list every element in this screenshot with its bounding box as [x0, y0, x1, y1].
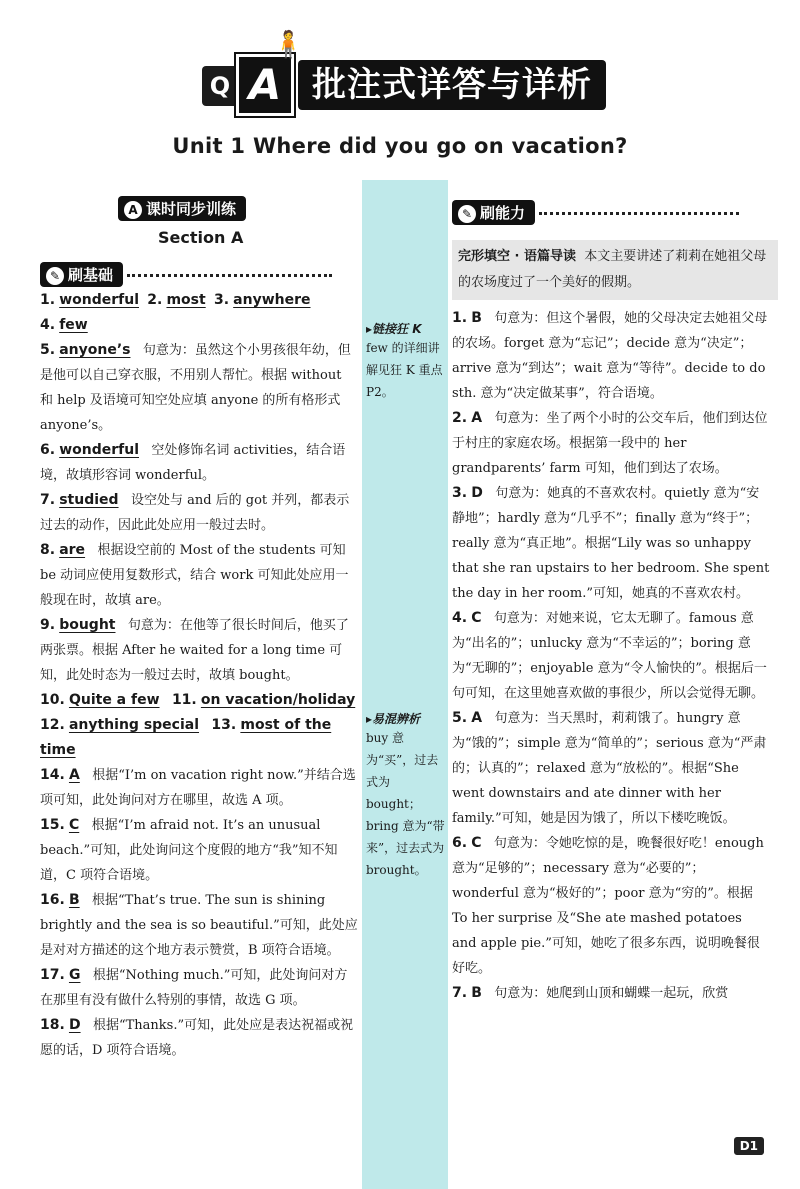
answer-item: 8. are 根据设空前的 Most of the students 可知 be 动词应使用复数形式，结合 work 可知此处应用一般现在时，故填 are。 [40, 542, 349, 608]
brush-icon: ✎ [458, 205, 476, 223]
left-subtag [40, 262, 332, 287]
left-subtag-label: 刷基础 [68, 266, 114, 284]
section-title: Section A [158, 228, 244, 247]
answer-item: 3. D 句意为：她真的不喜欢农村。quietly 意为“安静地”；hardly 意为“几乎不”；finally 意为“终于”；really 意为“真正地”。根据“Lily was so unhappy that she ran upstairs to her bedroom. She spent the day in her room.”可知，她真的不喜欢农村。 [452, 485, 770, 601]
unit-title: Unit 1 Where did you go on vacation? [172, 134, 628, 158]
a-icon: A [124, 201, 142, 219]
note-link-body: few 的详细讲解见狂 K 重点 P2。 [366, 341, 443, 399]
answer-item: 2. A 句意为：坐了两个小时的公交车后，他们到达位于村庄的家庭农场。根据第一段中的 her grandparents’ farm 可知，他们到达了农场。 [452, 410, 768, 476]
note-confusion [366, 710, 446, 881]
left-tag [118, 196, 246, 221]
page-header [180, 30, 620, 116]
answer-item: 4. few [40, 317, 88, 333]
answer-item: 17. G 根据“Nothing much.”可知，此处询问对方在那里有没有做什么特别的事情，故选 G 项。 [40, 967, 348, 1008]
note-confusion-head: ▸易混辨析 [366, 712, 421, 726]
answer-item: 4. C 句意为：对她来说，它太无聊了。famous 意为“出名的”；unlucky 意为“不幸运的”；boring 意为“无聊的”；enjoyable 意为“令人愉快的”。根据后一句可知，在这里她喜欢做的事很少，所以会觉得无聊。 [452, 610, 767, 701]
answer-item: 15. C 根据“I’m afraid not. It’s an unusual beach.”可知，此处询问这个度假的地方“我”知不知道，C 项符合语境。 [40, 817, 338, 883]
answer-item: 5. A 句意为：当天黑时，莉莉饿了。hungry 意为“饿的”；simple 意为“简单的”；serious 意为“严肃的；认真的”；relaxed 意为“放松的”。根据“She went downstairs and ate dinner with her family.”可知，她是因为饿了，所以下楼吃晚饭。 [452, 710, 767, 826]
answer-item: 10. Quite a few 11. on vacation/holiday [40, 692, 356, 708]
note-link [366, 320, 446, 403]
intro-text: 本文主要讲述了莉莉在她祖父母的农场度过了一个美好的假期。 [458, 249, 767, 290]
note-confusion-body: buy 意为“买”，过去式为 bought；bring 意为“带来”，过去式为 brought。 [366, 731, 445, 877]
page-number: D1 [734, 1137, 764, 1155]
answer-item: 1. B 句意为：但这个暑假，她的父母决定去她祖父母的农场。forget 意为“忘记”；decide 意为“决定”；arrive 意为“到达”；wait 意为“等待”。decide to do sth. 意为“决定做某事”，符合语境。 [452, 310, 768, 401]
answer-item: 9. bought 句意为：在他等了很长时间后，他买了两张票。根据 After he waited for a long time 可知，此处时态为一般过去时，故填 bought。 [40, 617, 349, 683]
answer-item: 7. studied 设空处与 and 后的 got 并列，都表示过去的动作，因此此处应用一般过去时。 [40, 492, 350, 533]
right-answers [452, 306, 770, 1006]
q-logo: Q [202, 66, 238, 106]
note-link-head: ▸链接狂 K [366, 322, 422, 336]
answer-item: 1. wonderful 2. most 3. anywhere [40, 292, 311, 308]
intro-label: 完形填空 · 语篇导读 [458, 249, 576, 264]
answer-item: 18. D 根据“Thanks.”可知，此处应是表达祝福或祝愿的话，D 项符合语境。 [40, 1017, 354, 1058]
answer-item: 12. anything special 13. most of the time [40, 717, 332, 758]
a-logo: A [236, 54, 294, 116]
reading-person-icon: 🧍 [272, 30, 305, 60]
right-subtag-label: 刷能力 [480, 204, 526, 222]
passage-intro [452, 240, 778, 300]
answer-item: 6. wonderful 空处修饰名词 activities，结合语境，故填形容词 wonderful。 [40, 442, 346, 483]
header-title: 批注式详答与详析 [298, 60, 606, 110]
answer-item: 6. C 句意为：令她吃惊的是，晚餐很好吃！enough 意为“足够的”；necessary 意为“必要的”；wonderful 意为“极好的”；poor 意为“穷的”。根据 To her surprise 及“She ate mashed potatoes and apple pie.”可知，她吃了很多东西，说明晚餐很好吃。 [452, 835, 764, 976]
answer-item: 16. B 根据“That’s true. The sun is shining brightly and the sea is so beautiful.”可知，此处应是对对方描述的这个地方表示赞赏，B 项符合语境。 [40, 892, 358, 958]
right-subtag [452, 200, 739, 225]
left-tag-label: 课时同步训练 [146, 200, 237, 218]
answer-item: 7. B 句意为：她爬到山顶和蝴蝶一起玩，欣赏 [452, 985, 729, 1001]
brush-icon: ✎ [46, 267, 64, 285]
answer-item: 14. A 根据“I’m on vacation right now.”并结合选项可知，此处询问对方在哪里，故选 A 项。 [40, 767, 356, 808]
answer-item: 5. anyone’s 句意为：虽然这个小男孩很年幼，但是他可以自己穿衣服，不用别人帮忙。根据 without 和 help 及语境可知空处应填 anyone 的所有格形式 anyone’s。 [40, 342, 351, 433]
left-answers [40, 288, 358, 1063]
